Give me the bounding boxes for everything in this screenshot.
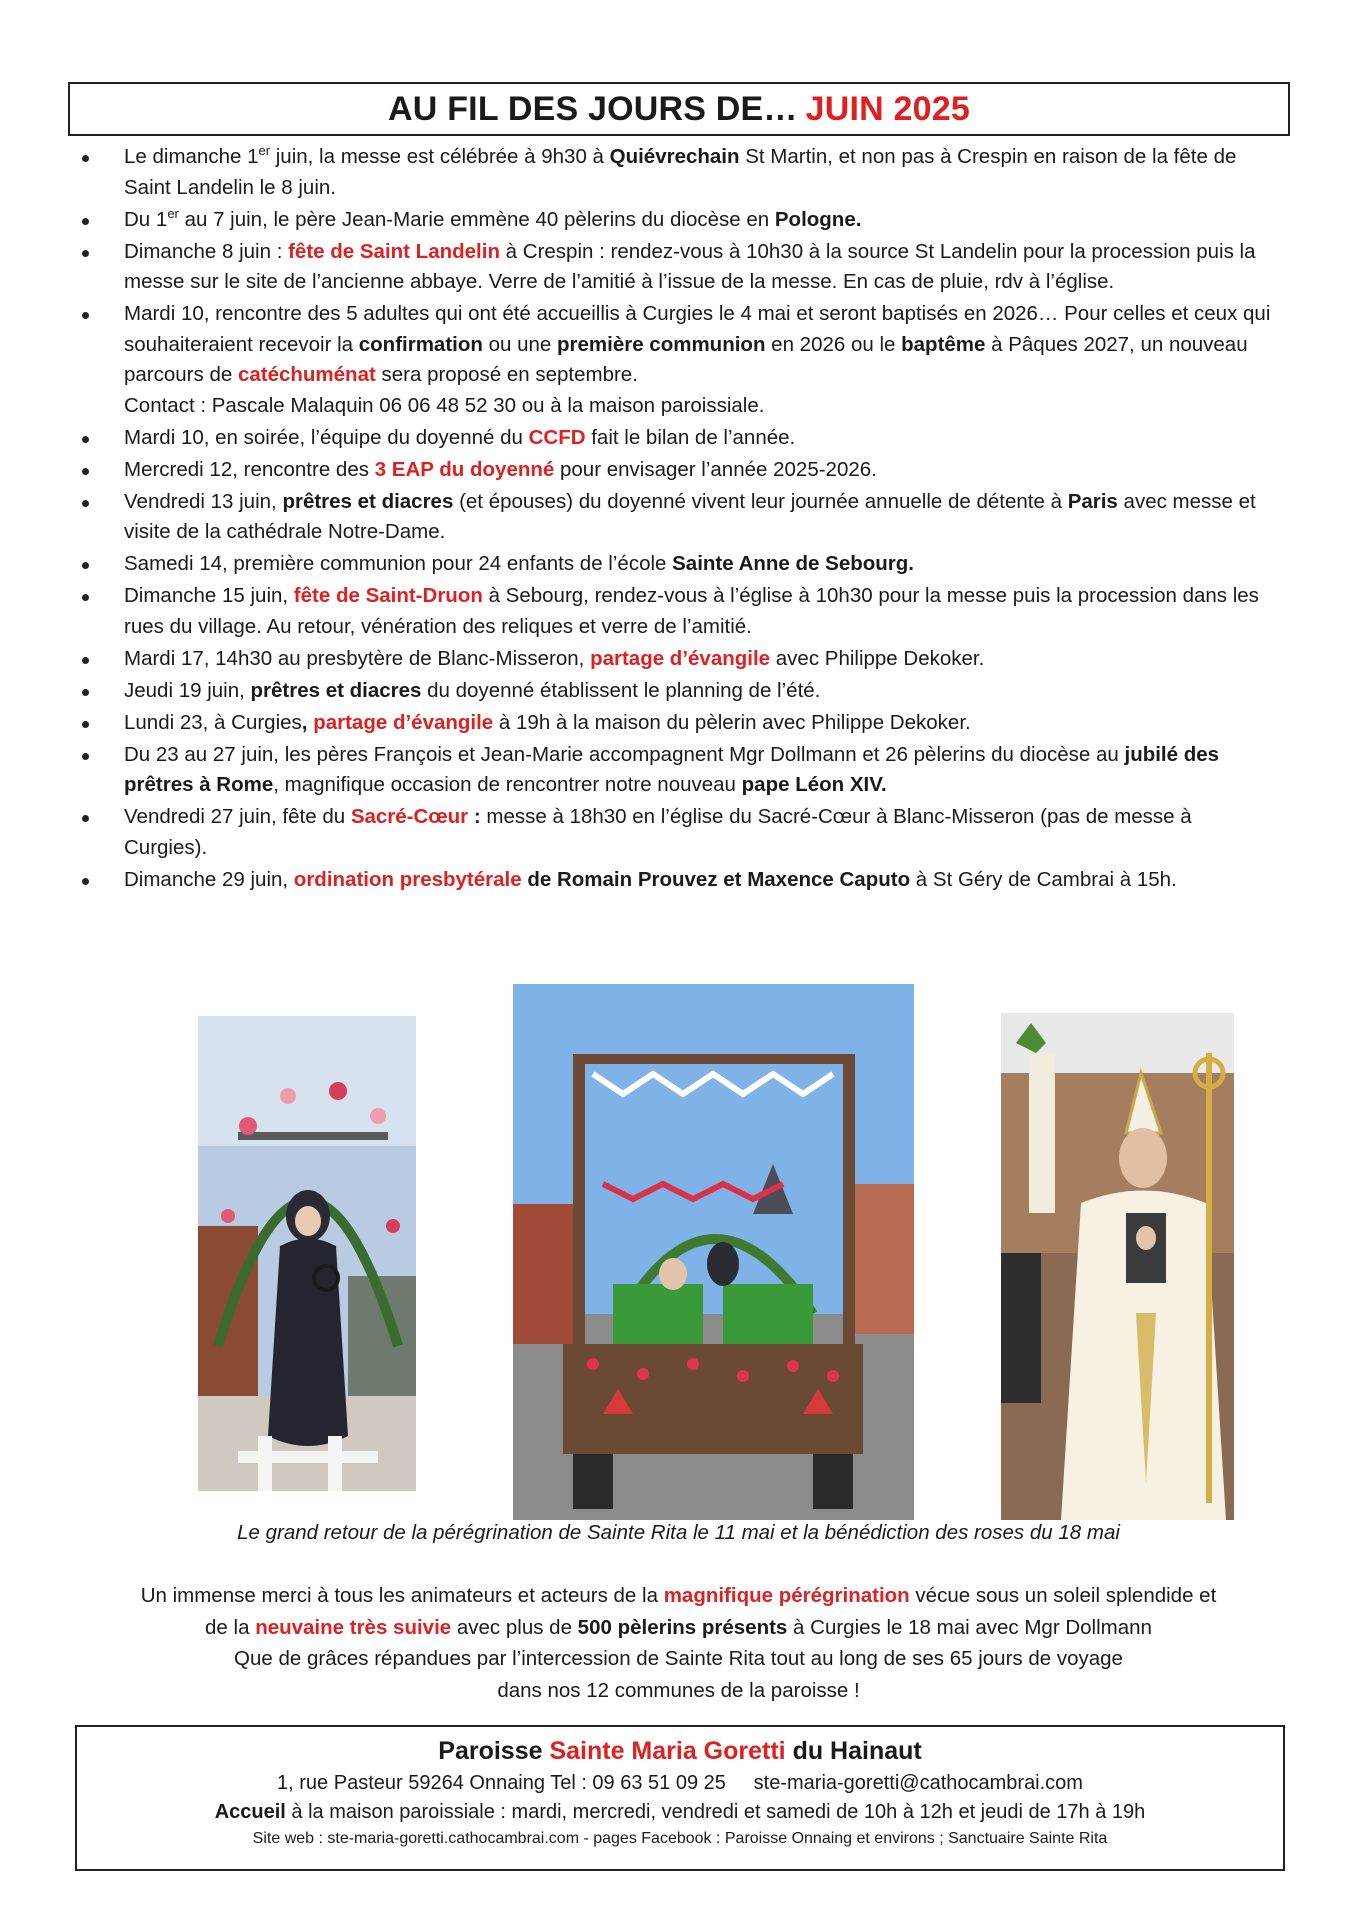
highlight-text: partage d’évangile (313, 710, 494, 734)
text-run: Dimanche 8 juin : (124, 239, 289, 263)
photos-caption: Le grand retour de la pérégrination de Sainte Rita le 11 mai et la bénédiction des roses du 18 mai (237, 1521, 1120, 1544)
text-run: ou une (482, 332, 557, 356)
text-run: à Sebourg, rendez-vous à l’église à 10h30 pour la messe puis la procession dans les rues du village. Au retour, vénération des reliques et verre de l’amitié. (124, 584, 1259, 638)
text-run: à Pâques 2027, un nouveau parcours de (124, 332, 1248, 386)
bold-text: pape Léon XIV. (741, 773, 887, 796)
highlight-text: neuvaine très suivie (255, 1615, 452, 1639)
parish-name-highlight: Sainte Maria Goretti (549, 1737, 786, 1765)
bold-text: jubilé des prêtres à Rome (124, 742, 1220, 796)
event-item (80, 802, 1280, 863)
text-run: Que de grâces répandues par l’intercession de Sainte Rita tout au long de ses 65 jours de voyage (234, 1647, 1123, 1670)
bold-text: , (301, 710, 314, 734)
text-run: (et épouses) du doyenné vivent leur journée annuelle de détente à (453, 489, 1068, 513)
text-run: Du 1 (124, 207, 168, 231)
text-run: à Crespin : rendez-vous à 10h30 à la source St Landelin pour la procession puis la messe sur le site de l’ancienne abbaye. Verre de l’amitié à l’issue de la messe. En cas de pluie, rdv à l’église. (124, 239, 1256, 293)
text-run: er (167, 205, 179, 221)
parish-website: Site web : ste-maria-goretti.cathocambrai.com - pages Facebook : Paroisse Onnaing et environs ; Sanctuaire Sainte Rita (252, 1830, 1108, 1847)
photo-sainte-rita-statue (198, 1016, 416, 1491)
page-title (68, 82, 1290, 136)
bold-text: Sainte Anne de Sebourg. (672, 552, 914, 575)
parish-name-prefix: Paroisse (438, 1737, 550, 1765)
bold-text: prêtres et diacres (282, 489, 454, 513)
parish-name-suffix: du Hainaut (785, 1737, 922, 1765)
text-run: Samedi 14, première communion pour 24 enfants de l’école (124, 552, 673, 575)
text-run: à St Géry de Cambrai à 15h. (910, 867, 1177, 891)
text-run: Un immense merci à tous les animateurs et acteurs de la (140, 1584, 664, 1607)
photo-procession-cart (513, 984, 914, 1520)
highlight-text: fête de Saint Landelin (288, 239, 500, 263)
event-item (80, 299, 1280, 421)
event-item (80, 423, 1280, 454)
photo-bishop-blessing (1001, 1013, 1234, 1520)
bold-text: confirmation (358, 332, 483, 356)
text-run: messe à 18h30 en l’église du Sacré-Cœur à Blanc-Misseron (pas de messe à Curgies). (124, 805, 1192, 859)
bold-text: : (468, 805, 481, 828)
parish-address: 1, rue Pasteur 59264 Onnaing Tel : 09 63 51 09 25 ste-maria-goretti@cathocambrai.com (277, 1772, 1083, 1794)
bold-text: prêtres et diacres (250, 678, 422, 702)
parish-opening-hours (77, 1801, 1283, 1824)
highlight-text: Sacré-Cœur (350, 805, 469, 828)
text-run: de la (205, 1615, 256, 1639)
highlight-text: CCFD (528, 425, 586, 449)
highlight-text: magnifique pérégrination (663, 1584, 910, 1607)
text-run: vécue sous un soleil splendide et (909, 1584, 1217, 1607)
highlight-text: catéchuménat (237, 363, 376, 386)
event-item (80, 581, 1280, 642)
highlight-text: ordination presbytérale (293, 867, 522, 891)
text-run: Lundi 23, à Curgies (124, 710, 302, 734)
event-item (80, 237, 1280, 298)
text-run: Vendredi 27 juin, fête du (124, 805, 351, 828)
title-prefix: AU FIL DES JOURS DE… (388, 89, 798, 128)
text-run: Du 23 au 27 juin, les pères François et Jean-Marie accompagnent Mgr Dollmann et 26 pèlerins du diocèse au (124, 742, 1125, 766)
bold-text: 500 pèlerins présents (577, 1615, 788, 1639)
bold-text: Pologne. (774, 207, 862, 231)
bold-text: de Romain Prouvez et Maxence Caputo (527, 867, 911, 891)
text-run: er (258, 143, 271, 159)
text-run: Mercredi 12, rencontre des (124, 457, 375, 481)
parish-name (77, 1737, 1283, 1766)
title-month: JUIN 2025 (805, 89, 970, 128)
text-run: à Curgies le 18 mai avec Mgr Dollmann (787, 1615, 1152, 1639)
bold-text: Quiévrechain (609, 145, 740, 168)
text-run: Mardi 10, en soirée, l’équipe du doyenné du (124, 425, 529, 449)
text-run: Contact : Pascale Malaquin 06 06 48 52 30 ou à la maison paroissiale. (124, 393, 765, 417)
text-run: Mardi 17, 14h30 au presbytère de Blanc-Misseron, (124, 646, 591, 670)
bold-text: Paris (1067, 489, 1118, 513)
text-run: en 2026 ou le (765, 332, 902, 356)
event-item (80, 142, 1280, 203)
event-item (80, 740, 1280, 801)
event-item (80, 865, 1280, 896)
accueil-label: Accueil (214, 1801, 286, 1823)
text-run: St Martin, et non pas à Crespin en raison de la fête de Saint Landelin le 8 juin. (124, 145, 1237, 199)
text-run: Jeudi 19 juin, (124, 678, 251, 702)
accueil-text: à la maison paroissiale : mardi, mercredi, vendredi et samedi de 10h à 12h et jeudi de 17h à 19h (285, 1801, 1146, 1823)
parish-contact-box (75, 1725, 1285, 1871)
text-run: du doyenné établissent le planning de l’été. (421, 678, 821, 702)
text-run: sera proposé en septembre. (375, 363, 638, 386)
text-run: au 7 juin, le père Jean-Marie emmène 40 pèlerins du diocèse en (178, 207, 775, 231)
events-list (80, 142, 1280, 897)
text-run: Mardi 10, rencontre des 5 adultes qui ont été accueillis à Curgies le 4 mai et seront baptisés en 2026… Pour celles et ceux qui souhaiteraient recevoir la (124, 302, 1271, 356)
text-run: , magnifique occasion de rencontrer notre nouveau (273, 773, 742, 796)
highlight-text: 3 EAP du doyenné (374, 457, 555, 481)
text-run: fait le bilan de l’année. (585, 425, 796, 449)
event-item (80, 455, 1280, 486)
text-run: avec plus de (451, 1615, 578, 1639)
highlight-text: fête de Saint-Druon (293, 584, 483, 607)
highlight-text: partage d’évangile (590, 646, 771, 670)
event-item (80, 487, 1280, 548)
text-run: Dimanche 15 juin, (124, 584, 294, 607)
text-run: avec Philippe Dekoker. (770, 646, 985, 670)
text-run: pour envisager l’année 2025-2026. (554, 457, 877, 481)
text-run: Dimanche 29 juin, (124, 867, 294, 891)
event-item (80, 644, 1280, 675)
text-run: Vendredi 13 juin, (124, 489, 283, 513)
bold-text: première communion (557, 332, 766, 356)
bold-text: baptême (901, 332, 986, 356)
text-run: Le dimanche 1 (124, 145, 259, 168)
event-item (80, 708, 1280, 739)
thanks-paragraph (0, 1580, 1357, 1706)
text-run: avec messe et visite de la cathédrale Notre-Dame. (124, 489, 1256, 543)
event-item (80, 549, 1280, 580)
text-run: juin, la messe est célébrée à 9h30 à (270, 145, 610, 168)
event-item (80, 676, 1280, 707)
event-item (80, 205, 1280, 236)
text-run: à 19h à la maison du pèlerin avec Philippe Dekoker. (493, 710, 971, 734)
text-run: dans nos 12 communes de la paroisse ! (497, 1678, 860, 1702)
